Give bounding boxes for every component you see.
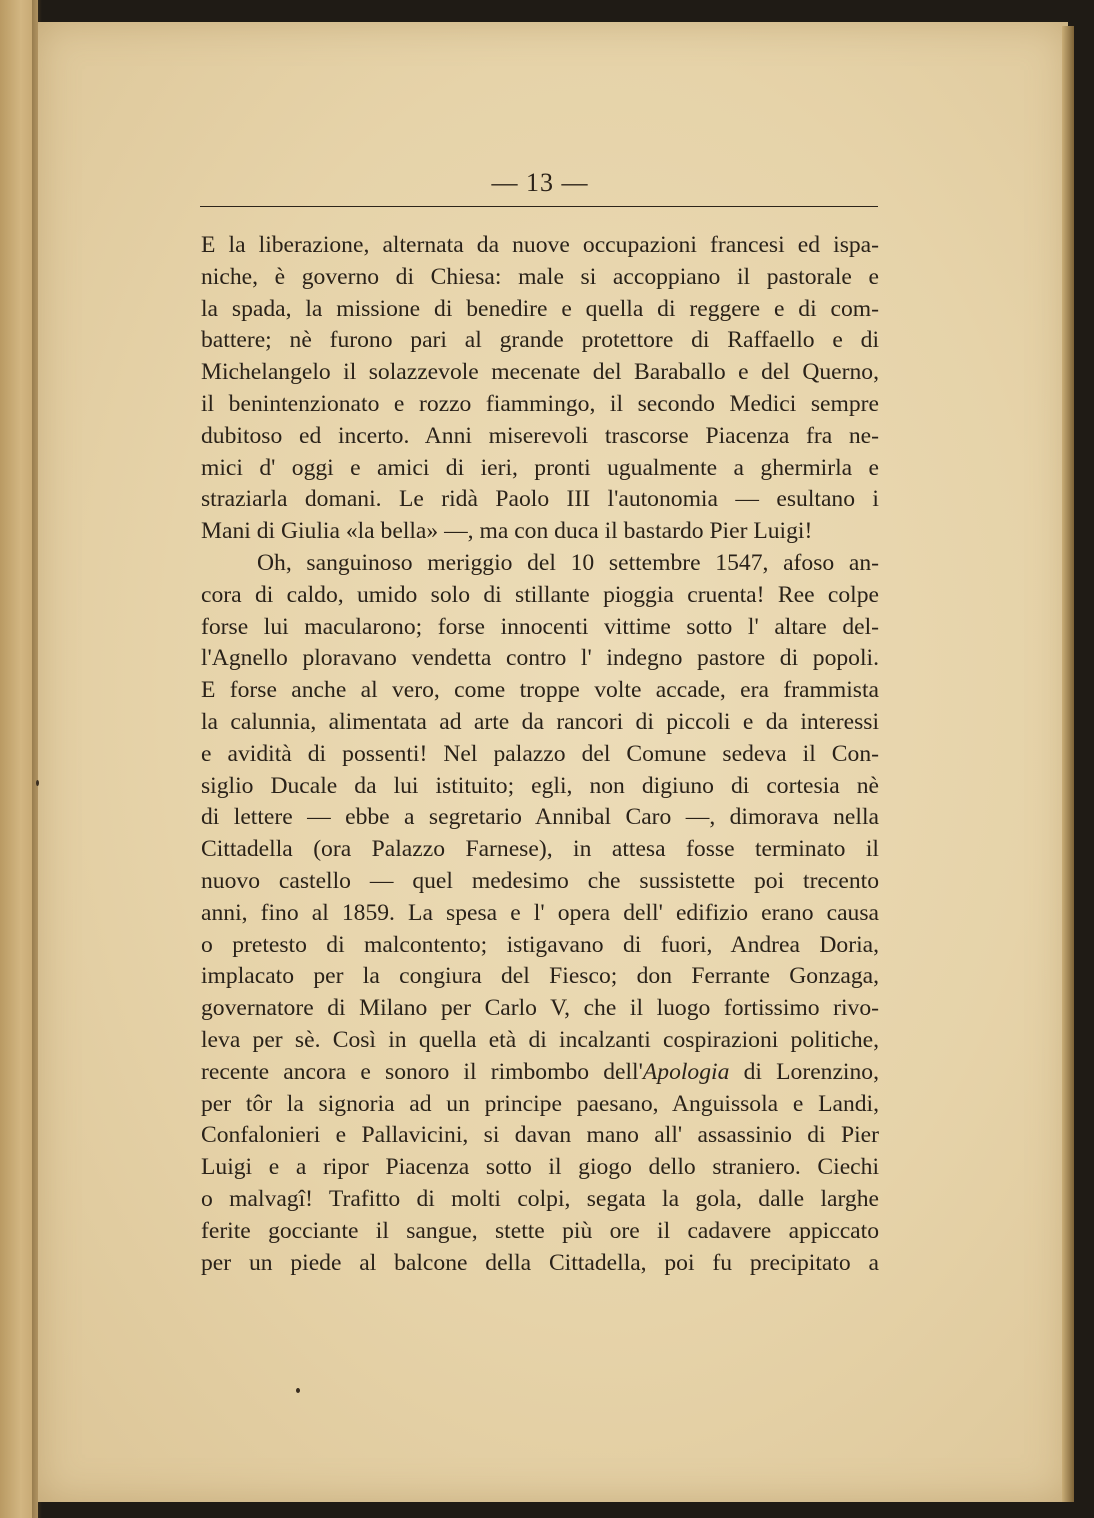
text-line: nuovo castello — quel medesimo che sussistette poi trecento	[201, 867, 879, 894]
text-line: Cittadella (ora Palazzo Farnese), in attesa fosse terminato il	[201, 836, 879, 863]
text-segment: di Lorenzino,	[729, 1058, 879, 1085]
header-rule	[200, 206, 878, 207]
text-line: governatore di Milano per Carlo V, che il luogo fortissimo rivo-	[201, 995, 879, 1022]
italic-title: Apologia	[642, 1058, 730, 1085]
text-line: Oh, sanguinoso meriggio del 10 settembre 1547, afoso an-	[257, 549, 879, 576]
text-line: la spada, la missione di benedire e quella di reggere e di com-	[201, 295, 879, 322]
ink-speck	[36, 780, 39, 786]
text-line: E la liberazione, alternata da nuove occupazioni francesi ed ispa-	[201, 232, 879, 258]
text-line: anni, fino al 1859. La spesa e l' opera dell' edifizio erano causa	[201, 899, 879, 926]
text-line: per un piede al balcone della Cittadella, poi fu precipitato a	[201, 1249, 879, 1276]
text-line: leva per sè. Così in quella età di incalzanti cospirazioni politiche,	[201, 1026, 879, 1053]
text-line: o pretesto di malcontento; istigavano di fuori, Andrea Doria,	[201, 931, 879, 958]
text-line: cora di caldo, umido solo di stillante pioggia cruenta! Ree colpe	[201, 581, 879, 608]
body-text	[201, 230, 879, 1279]
text-line: forse lui macularono; forse innocenti vittime sotto l' altare del-	[201, 613, 879, 640]
text-line: per tôr la signoria ad un principe paesano, Anguissola e Landi,	[201, 1090, 879, 1117]
text-line: e avidità di possenti! Nel palazzo del Comune sedeva il Con-	[201, 740, 879, 767]
text-line: straziarla domani. Le ridà Paolo III l'autonomia — esultano i	[201, 486, 879, 513]
text-line: siglio Ducale da lui istituito; egli, non digiuno di cortesia nè	[201, 772, 879, 799]
text-line: implacato per la congiura del Fiesco; don Ferrante Gonzaga,	[201, 963, 879, 990]
text-line: la calunnia, alimentata ad arte da rancori di piccoli e da interessi	[201, 708, 879, 735]
text-line: Mani di Giulia «la bella» —, ma con duca il bastardo Pier Luigi!	[201, 518, 813, 545]
text-line: ferite gocciante il sangue, stette più ore il cadavere appiccato	[201, 1217, 879, 1244]
text-line: il benintenzionato e rozzo fiammingo, il secondo Medici sempre	[201, 390, 879, 417]
text-line: battere; nè furono pari al grande protettore di Raffaello e di	[201, 327, 879, 354]
text-line: o malvagî! Trafitto di molti colpi, segata la gola, dalle larghe	[201, 1185, 879, 1212]
text-segment: recente ancora e sonoro il rimbombo dell'	[201, 1058, 643, 1085]
ink-speck	[296, 1388, 300, 1393]
text-line: Confalonieri e Pallavicini, si davan mano all' assassinio di Pier	[201, 1122, 879, 1149]
text-line: l'Agnello ploravano vendetta contro l' indegno pastore di popoli.	[201, 645, 879, 672]
text-line: Luigi e a ripor Piacenza sotto il giogo dello straniero. Ciechi	[201, 1154, 879, 1181]
text-line: mici d' oggi e amici di ieri, pronti ugualmente a ghermirla e	[201, 454, 879, 481]
text-line: dubitoso ed incerto. Anni miserevoli trascorse Piacenza fra ne-	[201, 422, 879, 449]
text-line: niche, è governo di Chiesa: male si accoppiano il pastorale e	[201, 263, 879, 290]
right-page-edge	[1062, 26, 1074, 1502]
text-line: di lettere — ebbe a segretario Annibal Caro —, dimorava nella	[201, 804, 879, 831]
page-number: — 13 —	[491, 168, 589, 197]
text-line: Michelangelo il solazzevole mecenate del Baraballo e del Querno,	[201, 359, 879, 386]
text-line: E forse anche al vero, come troppe volte accade, era frammista	[201, 677, 879, 704]
text-line	[201, 1057, 879, 1089]
